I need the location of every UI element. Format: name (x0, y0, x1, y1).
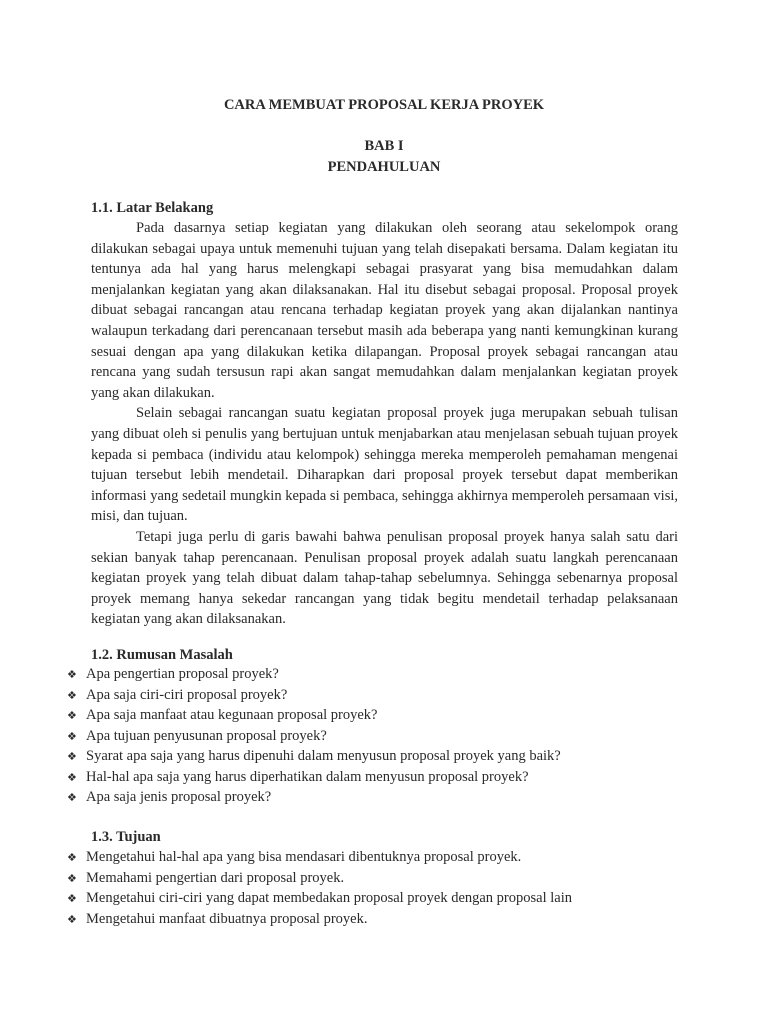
chapter-title: PENDAHULUAN (327, 159, 441, 175)
diamond-bullet-icon: ❖ (67, 791, 77, 804)
section-heading-latar-belakang: 1.1. Latar Belakang (91, 200, 214, 216)
list-item: ❖ Syarat apa saja yang harus dipenuhi dalam menyusun proposal proyek yang baik? (67, 746, 561, 767)
document-title: CARA MEMBUAT PROPOSAL KERJA PROYEK (223, 97, 545, 113)
paragraph: Selain sebagai rancangan suatu kegiatan proposal proyek juga merupakan sebuah tulisan yang dibuat oleh si penulis yang bertujuan untuk menjabarkan atau menjelasan sebuah tujuan proyek kepada si pembaca (individu atau kelompok) sehingga mereka memperoleh pemahaman mengenai tujuan tersebut lebih mendetail. Diharapkan dari proposal proyek tersebut dapat memberikan informasi yang sedetail mungkin kepada si pembaca, sehingga akhirnya memperoleh persamaan visi, misi, dan tujuan. (91, 405, 678, 525)
list-item: ❖ Mengetahui hal-hal apa yang bisa mendasari dibentuknya proposal proyek. (67, 847, 572, 868)
diamond-bullet-icon: ❖ (67, 892, 77, 905)
list-item: ❖ Apa saja ciri-ciri proposal proyek? (67, 685, 561, 706)
list-item: ❖ Apa saja jenis proposal proyek? (67, 787, 561, 808)
diamond-bullet-icon: ❖ (67, 668, 77, 681)
diamond-bullet-icon: ❖ (67, 851, 77, 864)
list-item: ❖ Apa tujuan penyusunan proposal proyek? (67, 726, 561, 747)
list-item: ❖ Mengetahui manfaat dibuatnya proposal proyek. (67, 909, 572, 930)
diamond-bullet-icon: ❖ (67, 709, 77, 722)
diamond-bullet-icon: ❖ (67, 750, 77, 763)
tujuan-list (67, 847, 572, 929)
list-item: ❖ Apa pengertian proposal proyek? (67, 664, 561, 685)
chapter-number: BAB I (364, 138, 404, 154)
list-item: ❖ Hal-hal apa saja yang harus diperhatikan dalam menyusun proposal proyek? (67, 767, 561, 788)
section-heading-tujuan: 1.3. Tujuan (91, 829, 161, 845)
paragraph: Pada dasarnya setiap kegiatan yang dilakukan oleh seorang atau sekelompok orang dilakukan sebagai upaya untuk memenuhi tujuan yang telah disepakati bersama. Dalam kegiatan itu tentunya ada hal yang harus melengkapi sebagai prasyarat yang bisa memudahkan dalam menjalankan kegiatan yang akan dilaksanakan. Hal itu disebut sebagai proposal. Proposal proyek dibuat sebagai rancangan atau rencana terhadap kegiatan proyek yang akan dijalankan nantinya walaupun terkadang dari perencanaan tersebut masih ada beberapa yang nanti kemungkinan kurang sesuai dengan apa yang dilakukan ketika dilapangan. Proposal proyek sebagai rancangan atau rencana yang sudah tersusun rapi akan sangat memudahkan dalam menjalankan kegiatan proyek yang akan dilakukan. (91, 220, 678, 401)
diamond-bullet-icon: ❖ (67, 912, 77, 926)
diamond-bullet-icon: ❖ (67, 770, 77, 784)
list-item: ❖ Memahami pengertian dari proposal proyek. (67, 868, 572, 889)
list-item: ❖ Apa saja manfaat atau kegunaan proposal proyek? (67, 705, 561, 726)
list-item: ❖ Mengetahui ciri-ciri yang dapat membedakan proposal proyek dengan proposal lain (67, 888, 572, 909)
diamond-bullet-icon: ❖ (67, 688, 77, 702)
paragraph: Tetapi juga perlu di garis bawahi bahwa penulisan proposal proyek hanya salah satu dari sekian banyak tahap perencanaan. Penulisan proposal proyek adalah suatu langkah perencanaan kegiatan proyek yang telah dibuat dalam tahap-tahap sebelumnya. Sehingga sebenarnya proposal proyek memang hanya sekedar rancangan yang tidak begitu mendetail terhadap pelaksanaan kegiatan yang akan dilaksanakan. (91, 528, 678, 628)
rumusan-masalah-list (67, 664, 561, 808)
diamond-bullet-icon: ❖ (67, 729, 77, 743)
latar-belakang-body (91, 218, 678, 630)
diamond-bullet-icon: ❖ (67, 871, 77, 885)
section-heading-rumusan-masalah: 1.2. Rumusan Masalah (91, 647, 233, 663)
